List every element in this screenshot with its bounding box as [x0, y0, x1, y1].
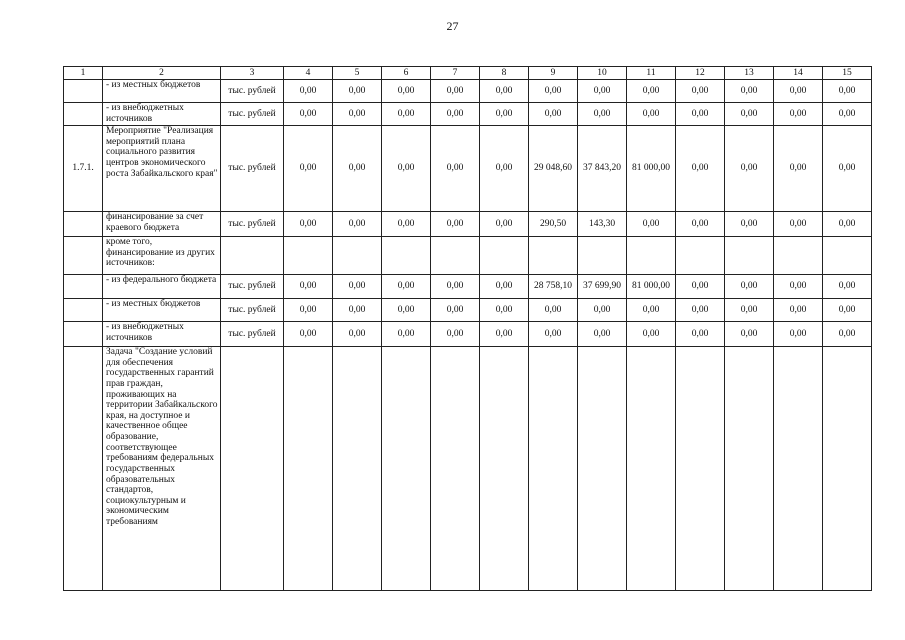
value-cell: 81 000,00: [627, 275, 676, 299]
value-cell: 0,00: [578, 322, 627, 347]
value-cell: [382, 237, 431, 275]
value-cell: 0,00: [823, 322, 872, 347]
value-cell: [529, 237, 578, 275]
value-cell: [529, 347, 578, 591]
value-cell: 0,00: [823, 275, 872, 299]
row-code: [64, 103, 103, 126]
value-cell: 0,00: [284, 212, 333, 237]
value-cell: 0,00: [284, 80, 333, 103]
value-cell: 0,00: [627, 80, 676, 103]
row-name: - из внебюджетных источников: [103, 322, 221, 347]
row-name: - из местных бюджетов: [103, 80, 221, 103]
value-cell: 0,00: [284, 103, 333, 126]
value-cell: 0,00: [431, 80, 480, 103]
column-header: 2: [103, 67, 221, 80]
column-header: 8: [480, 67, 529, 80]
table-body: [64, 80, 872, 591]
table-row: [64, 237, 872, 275]
row-code: [64, 212, 103, 237]
value-cell: 0,00: [382, 299, 431, 322]
value-cell: 0,00: [774, 212, 823, 237]
value-cell: [627, 237, 676, 275]
value-cell: 0,00: [284, 126, 333, 212]
value-cell: 0,00: [627, 299, 676, 322]
value-cell: 0,00: [676, 212, 725, 237]
row-code: [64, 299, 103, 322]
table-row: [64, 347, 872, 591]
value-cell: 0,00: [382, 275, 431, 299]
value-cell: [480, 237, 529, 275]
value-cell: 0,00: [382, 212, 431, 237]
table-row: [64, 80, 872, 103]
row-name: - из внебюджетных источников: [103, 103, 221, 126]
value-cell: 0,00: [480, 103, 529, 126]
table-row: [64, 299, 872, 322]
value-cell: 290,50: [529, 212, 578, 237]
value-cell: [627, 347, 676, 591]
value-cell: 0,00: [676, 126, 725, 212]
value-cell: 0,00: [676, 322, 725, 347]
row-unit: тыс. рублей: [221, 275, 284, 299]
value-cell: 0,00: [823, 80, 872, 103]
row-code: [64, 80, 103, 103]
table-row: [64, 126, 872, 212]
value-cell: 0,00: [823, 126, 872, 212]
column-header: 13: [725, 67, 774, 80]
value-cell: [725, 347, 774, 591]
row-name: - из местных бюджетов: [103, 299, 221, 322]
row-code: [64, 275, 103, 299]
column-header: 3: [221, 67, 284, 80]
value-cell: [676, 347, 725, 591]
value-cell: 0,00: [774, 126, 823, 212]
value-cell: 0,00: [725, 322, 774, 347]
value-cell: 0,00: [823, 299, 872, 322]
page-number: 27: [446, 19, 459, 33]
column-header: 6: [382, 67, 431, 80]
value-cell: 0,00: [480, 212, 529, 237]
value-cell: 0,00: [676, 80, 725, 103]
value-cell: 0,00: [823, 212, 872, 237]
value-cell: [578, 237, 627, 275]
value-cell: 0,00: [431, 299, 480, 322]
column-number-header-row: [64, 67, 872, 80]
row-name: Задача "Создание условий для обеспечения государственных гарантий прав граждан, проживающих на территории Забайкальского края, на доступное и качественное общее образование, соответствующее требованиям федеральных государственных образовательных стандартов, социокультурным и экономическим требованиям: [103, 347, 221, 591]
value-cell: [823, 347, 872, 591]
value-cell: 0,00: [333, 322, 382, 347]
row-unit: тыс. рублей: [221, 103, 284, 126]
value-cell: 0,00: [774, 275, 823, 299]
value-cell: 0,00: [774, 103, 823, 126]
value-cell: 0,00: [529, 103, 578, 126]
value-cell: [382, 347, 431, 591]
column-header: 11: [627, 67, 676, 80]
value-cell: [333, 237, 382, 275]
value-cell: 81 000,00: [627, 126, 676, 212]
value-cell: 0,00: [774, 299, 823, 322]
table-row: [64, 275, 872, 299]
row-name: финансирование за счет краевого бюджета: [103, 212, 221, 237]
row-name: кроме того, финансирование из других источников:: [103, 237, 221, 275]
table-row: [64, 103, 872, 126]
value-cell: 0,00: [333, 212, 382, 237]
value-cell: 0,00: [725, 126, 774, 212]
value-cell: 0,00: [333, 126, 382, 212]
value-cell: 0,00: [823, 103, 872, 126]
value-cell: [578, 347, 627, 591]
value-cell: 28 758,10: [529, 275, 578, 299]
row-unit: [221, 237, 284, 275]
value-cell: [725, 237, 774, 275]
row-name: Мероприятие "Реализация мероприятий плана социального развития центров экономического роста Забайкальского края": [103, 126, 221, 212]
value-cell: [431, 347, 480, 591]
column-header: 7: [431, 67, 480, 80]
value-cell: 0,00: [431, 322, 480, 347]
row-code: [64, 347, 103, 591]
value-cell: 0,00: [333, 103, 382, 126]
row-unit: тыс. рублей: [221, 80, 284, 103]
value-cell: [676, 237, 725, 275]
table-row: [64, 322, 872, 347]
budget-table: [63, 66, 872, 591]
row-unit: тыс. рублей: [221, 299, 284, 322]
value-cell: 0,00: [774, 322, 823, 347]
row-code: [64, 237, 103, 275]
value-cell: 0,00: [627, 322, 676, 347]
value-cell: 0,00: [480, 80, 529, 103]
value-cell: 0,00: [431, 212, 480, 237]
column-header: 5: [333, 67, 382, 80]
column-header: 10: [578, 67, 627, 80]
column-header: 1: [64, 67, 103, 80]
row-code: 1.7.1.: [64, 126, 103, 212]
column-header: 15: [823, 67, 872, 80]
value-cell: 0,00: [529, 80, 578, 103]
value-cell: 0,00: [431, 103, 480, 126]
value-cell: 0,00: [431, 275, 480, 299]
value-cell: [284, 347, 333, 591]
value-cell: [774, 237, 823, 275]
value-cell: [284, 237, 333, 275]
value-cell: 0,00: [676, 275, 725, 299]
table-row: [64, 212, 872, 237]
value-cell: 0,00: [627, 212, 676, 237]
value-cell: 0,00: [578, 80, 627, 103]
value-cell: 0,00: [725, 299, 774, 322]
value-cell: 0,00: [284, 322, 333, 347]
value-cell: 37 699,90: [578, 275, 627, 299]
value-cell: 0,00: [333, 299, 382, 322]
value-cell: 0,00: [627, 103, 676, 126]
value-cell: 0,00: [480, 126, 529, 212]
value-cell: 0,00: [676, 103, 725, 126]
value-cell: 0,00: [480, 322, 529, 347]
value-cell: 0,00: [431, 126, 480, 212]
value-cell: 0,00: [676, 299, 725, 322]
value-cell: 37 843,20: [578, 126, 627, 212]
row-unit: [221, 347, 284, 591]
column-header: 14: [774, 67, 823, 80]
value-cell: 0,00: [284, 299, 333, 322]
value-cell: 0,00: [725, 103, 774, 126]
value-cell: 143,30: [578, 212, 627, 237]
value-cell: 0,00: [480, 275, 529, 299]
value-cell: [774, 347, 823, 591]
value-cell: 0,00: [774, 80, 823, 103]
value-cell: 0,00: [382, 126, 431, 212]
value-cell: 29 048,60: [529, 126, 578, 212]
value-cell: [480, 347, 529, 591]
value-cell: 0,00: [284, 275, 333, 299]
column-header: 12: [676, 67, 725, 80]
value-cell: 0,00: [725, 212, 774, 237]
column-header: 4: [284, 67, 333, 80]
row-name: - из федерального бюджета: [103, 275, 221, 299]
row-unit: тыс. рублей: [221, 126, 284, 212]
value-cell: 0,00: [529, 299, 578, 322]
column-header: 9: [529, 67, 578, 80]
value-cell: [431, 237, 480, 275]
value-cell: 0,00: [725, 275, 774, 299]
value-cell: 0,00: [529, 322, 578, 347]
value-cell: 0,00: [333, 275, 382, 299]
value-cell: [333, 347, 382, 591]
value-cell: 0,00: [382, 103, 431, 126]
row-unit: тыс. рублей: [221, 212, 284, 237]
value-cell: 0,00: [480, 299, 529, 322]
row-unit: тыс. рублей: [221, 322, 284, 347]
value-cell: 0,00: [333, 80, 382, 103]
row-code: [64, 322, 103, 347]
value-cell: [823, 237, 872, 275]
value-cell: 0,00: [578, 103, 627, 126]
value-cell: 0,00: [578, 299, 627, 322]
value-cell: 0,00: [382, 322, 431, 347]
value-cell: 0,00: [725, 80, 774, 103]
value-cell: 0,00: [382, 80, 431, 103]
